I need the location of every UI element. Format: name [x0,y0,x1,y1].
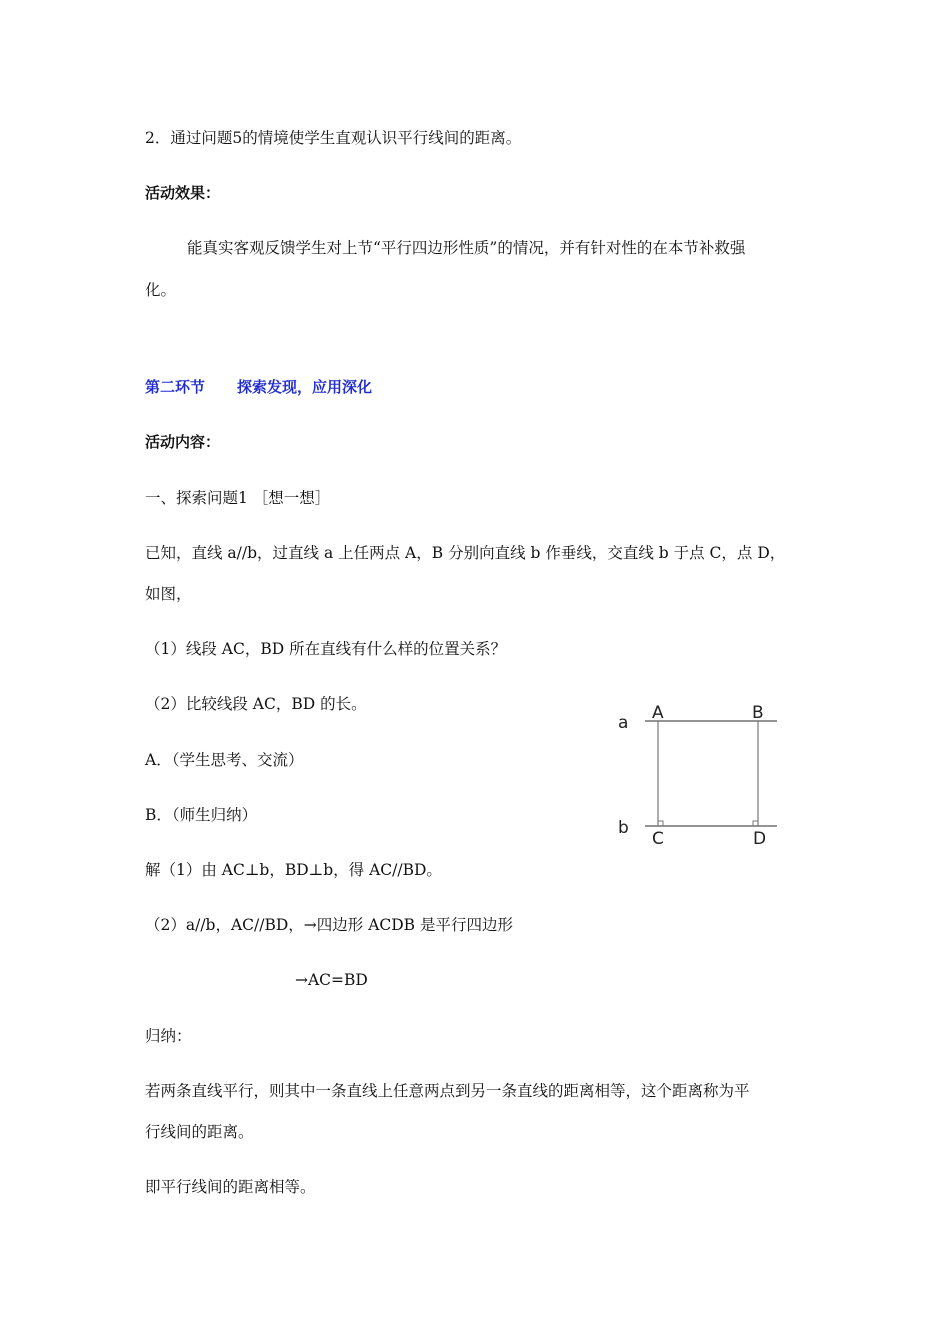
label-point-c: C [652,829,664,849]
heading-activity-content: 活动内容： [145,433,221,451]
section-number: 第二环节 [145,378,206,396]
heading-activity-effect: 活动效果： [145,184,221,202]
parallel-lines-figure [610,698,790,853]
text-line: B．（师生归纳） [145,806,258,824]
text-line: 即平行线间的距离相等。 [145,1178,316,1196]
text-line: 化。 [145,281,177,299]
solution-2: （2）a//b，AC//BD，→四边形 ACDB 是平行四边形 [145,916,513,934]
label-a: a [618,713,629,733]
heading-summary: 归纳： [145,1027,192,1045]
label-b: b [618,818,629,838]
text-line: 一、探索问题1 ［想一想］ [145,489,331,507]
section-title: 探索发现，应用深化 [237,378,373,396]
label-point-d: D [753,829,767,849]
text-line: 2．通过问题5的情境使学生直观认识平行线间的距离。 [145,129,522,147]
text-line: 能真实客观反馈学生对上节“平行四边形性质”的情况，并有针对性的在本节补救强 [187,239,746,257]
right-angle-d [753,821,758,826]
text-line: 已知，直线 a//b，过直线 a 上任两点 A，B 分别向直线 b 作垂线，交直线 b 于点 C，点 D， [145,544,786,562]
label-point-b: B [752,703,764,723]
text-line: 如图， [145,585,192,603]
text-line: 行线间的距离。 [145,1123,254,1141]
question-1: （1）线段 AC，BD 所在直线有什么样的位置关系？ [145,640,507,658]
right-angle-c [658,821,663,826]
solution-1: 解（1）由 AC⊥b，BD⊥b，得 AC//BD。 [145,861,442,879]
text-line: 若两条直线平行，则其中一条直线上任意两点到另一条直线的距离相等，这个距离称为平 [145,1082,750,1100]
solution-3: →AC=BD [295,971,368,989]
section-heading [145,377,372,397]
label-point-a: A [652,703,664,723]
question-2: （2）比较线段 AC，BD 的长。 [145,695,367,713]
text-line: A．（学生思考、交流） [145,751,304,769]
